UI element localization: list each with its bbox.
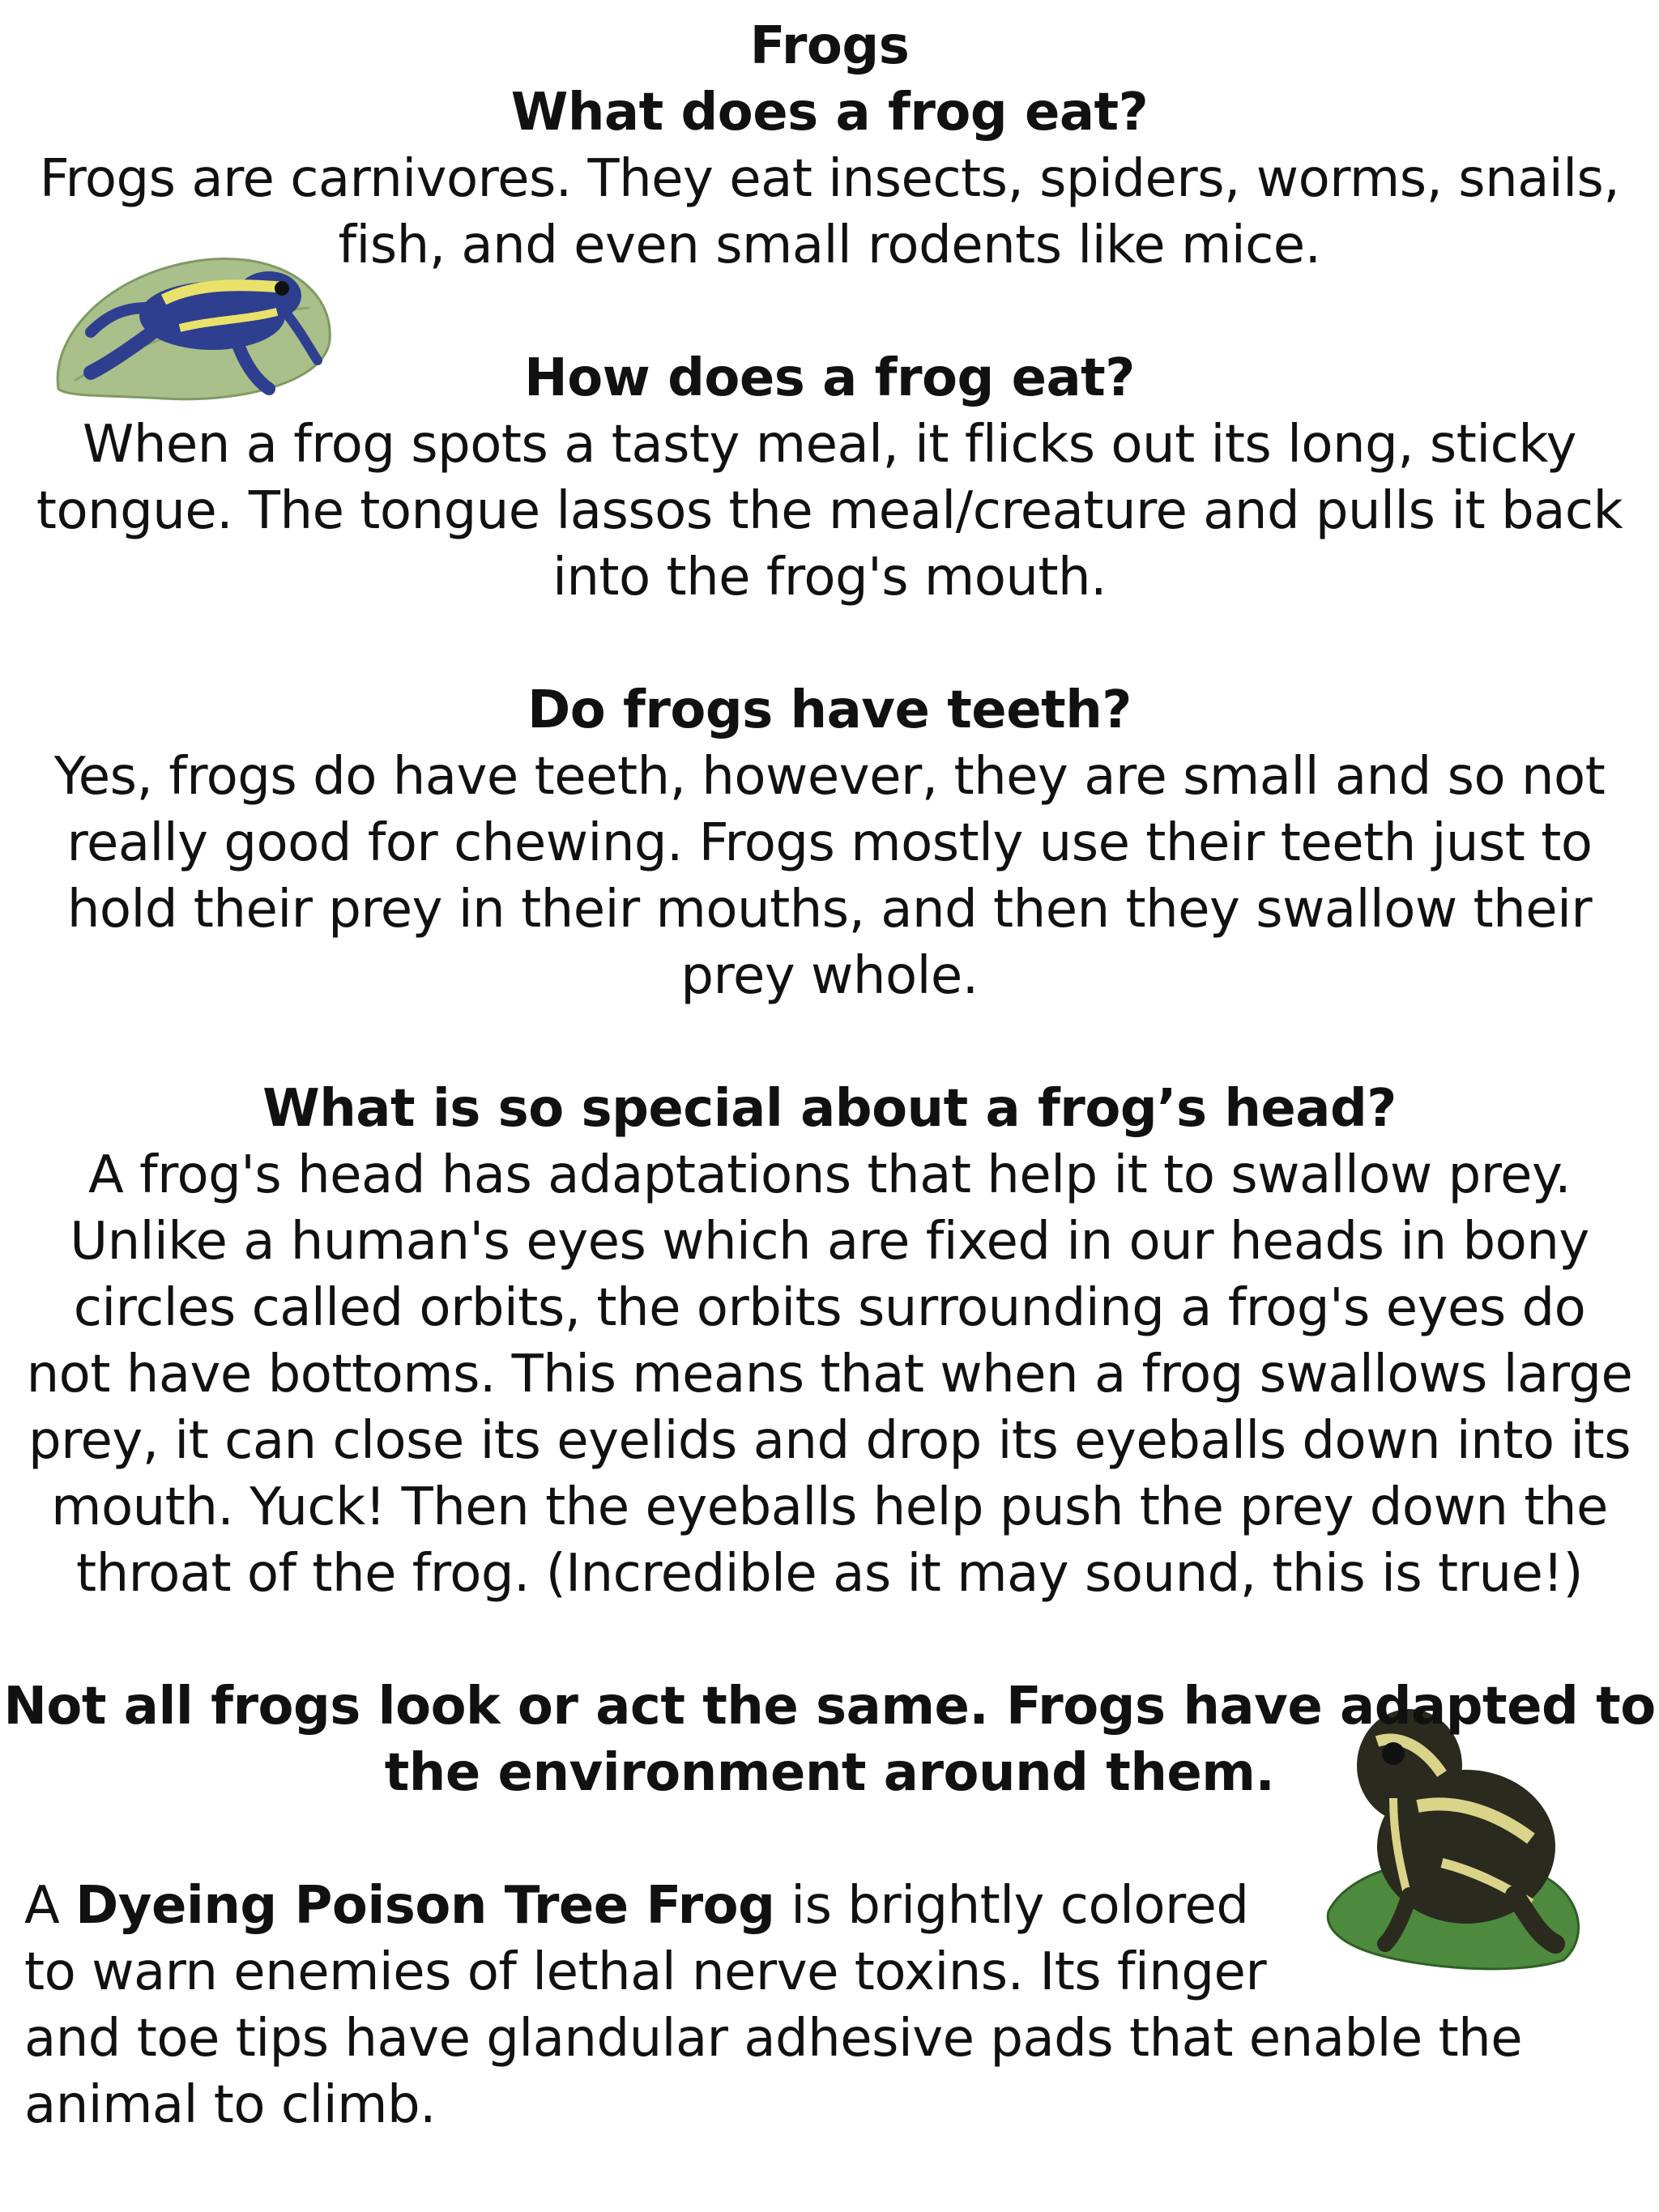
section-heading-how-eat: How does a frog eat? bbox=[524, 348, 1135, 408]
body-line: fish, and even small rodents like mice. bbox=[338, 215, 1321, 275]
body-line: hold their prey in their mouths, and then they swallow their bbox=[66, 880, 1593, 940]
body-line: not have bottoms. This means that when a frog swallows large bbox=[26, 1345, 1633, 1404]
body-line: prey whole. bbox=[680, 946, 979, 1006]
dyeing-frog-first-line bbox=[24, 1873, 1248, 1939]
body-line: really good for chewing. Frogs mostly use their teeth just to bbox=[66, 813, 1593, 873]
page-title: Frogs bbox=[749, 16, 910, 76]
body-line: and toe tips have glandular adhesive pads that enable the bbox=[24, 2009, 1523, 2069]
body-line: Yes, frogs do have teeth, however, they are small and so not bbox=[53, 747, 1606, 807]
body-line: circles called orbits, the orbits surrounding a frog's eyes do bbox=[73, 1278, 1586, 1338]
body-line: When a frog spots a tasty meal, it flicks out its long, sticky bbox=[83, 415, 1576, 475]
body-line: into the frog's mouth. bbox=[552, 548, 1107, 607]
dyeing-suffix: is brightly colored bbox=[774, 1876, 1249, 1936]
body-line: Unlike a human's eyes which are fixed in our heads in bony bbox=[70, 1212, 1589, 1272]
section-heading-what-eat: What does a frog eat? bbox=[510, 83, 1149, 143]
dyeing-frog-name: Dyeing Poison Tree Frog bbox=[75, 1876, 775, 1936]
body-line: throat of the frog. (Incredible as it may sound, this is true!) bbox=[76, 1544, 1583, 1604]
dyeing-prefix: A bbox=[24, 1876, 76, 1936]
body-line: mouth. Yuck! Then the eyeballs help push the prey down the bbox=[51, 1477, 1608, 1537]
body-line: to warn enemies of lethal nerve toxins. Its finger bbox=[24, 1942, 1267, 2002]
body-line: A frog's head has adaptations that help it to swallow prey. bbox=[87, 1145, 1572, 1205]
section-heading-head: What is so special about a frog’s head? bbox=[262, 1079, 1397, 1139]
section-heading-teeth: Do frogs have teeth? bbox=[527, 680, 1132, 740]
adaptation-statement: Not all frogs look or act the same. Frogs have adapted to bbox=[3, 1677, 1656, 1737]
body-line: tongue. The tongue lassos the meal/creature and pulls it back bbox=[36, 481, 1623, 541]
body-line: prey, it can close its eyelids and drop its eyeballs down into its bbox=[28, 1411, 1631, 1471]
adaptation-statement: the environment around them. bbox=[384, 1743, 1275, 1803]
body-line: Frogs are carnivores. They eat insects, spiders, worms, snails, bbox=[39, 149, 1620, 209]
body-line: animal to climb. bbox=[24, 2075, 436, 2135]
